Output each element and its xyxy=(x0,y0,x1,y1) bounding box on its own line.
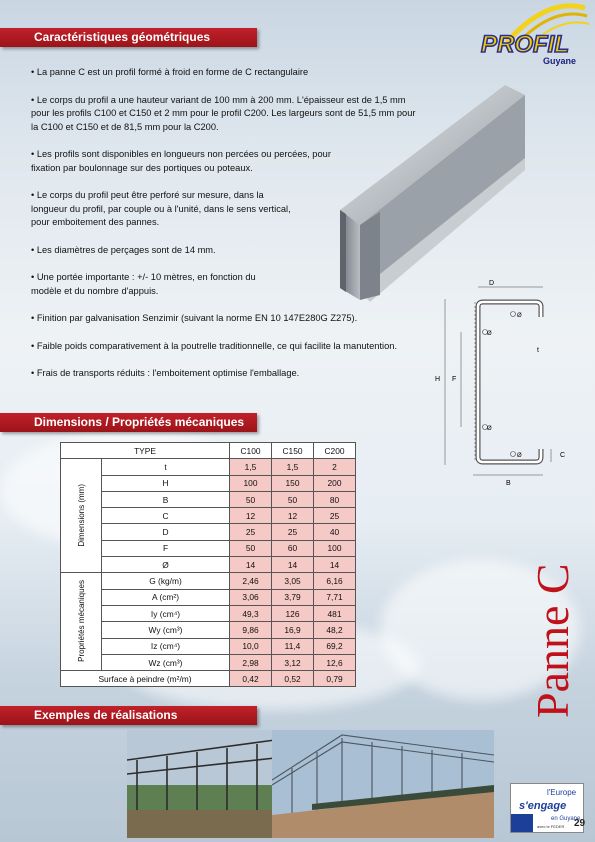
table-row: H 100 150 200 xyxy=(61,475,356,491)
table-row: B 50 50 80 xyxy=(61,491,356,507)
svg-text:B: B xyxy=(506,480,511,487)
svg-text:PROFIL: PROFIL xyxy=(481,31,569,58)
side-title xyxy=(522,540,582,720)
europe-feder-badge xyxy=(510,783,584,833)
profil-logo xyxy=(467,2,592,70)
group-dimensions: Dimensions (mm) xyxy=(61,459,102,573)
svg-text:H: H xyxy=(435,376,441,383)
page-number: 29 xyxy=(574,818,586,829)
svg-text:C: C xyxy=(560,452,566,459)
table-row: A (cm²) 3,06 3,79 7,71 xyxy=(61,589,356,605)
column-header: C100 xyxy=(230,443,272,459)
svg-text:F: F xyxy=(452,376,457,383)
svg-text:avec le FEDER: avec le FEDER xyxy=(537,824,565,829)
type-label: TYPE xyxy=(61,443,230,459)
table-row: Iz (cm⁴) 10,0 11,4 69,2 xyxy=(61,638,356,654)
svg-text:t: t xyxy=(537,347,539,354)
bullet-item: • Faible poids comparativement à la poutrelle traditionnelle, ce qui facilite la manutention. xyxy=(31,340,398,351)
table-row: Wy (cm³) 9,86 16,9 48,2 xyxy=(61,622,356,638)
table-row: Iy (cm⁴) 49,3 126 481 xyxy=(61,605,356,621)
table-row: Propriétés mécaniques G (kg/m) 2,46 3,05 6,16 xyxy=(61,573,356,589)
svg-text:Ø: Ø xyxy=(487,331,492,337)
table-header-row xyxy=(61,443,356,459)
column-header: C150 xyxy=(272,443,314,459)
bullet-item: • Les profils sont disponibles en longueurs non percées ou percées, pour fixation par boulonnage sur des portiques ou poteaux. xyxy=(31,149,331,173)
profil-logo-icon xyxy=(467,2,592,70)
table-row: C 12 12 25 xyxy=(61,508,356,524)
svg-text:Ø: Ø xyxy=(517,313,522,319)
section-examples-title: Exemples de réalisations xyxy=(0,706,257,725)
section-geometry-title: Caractéristiques géométriques xyxy=(0,28,257,47)
example-photo-left xyxy=(127,730,275,838)
table-row: Wz (cm³) 2,98 3,12 12,6 xyxy=(61,654,356,670)
svg-text:Guyane: Guyane xyxy=(543,56,577,66)
svg-text:en Guyane: en Guyane xyxy=(551,816,581,822)
bullet-item: • Une portée importante : +/- 10 mètres, en fonction du modèle et du nombre d'appuis. xyxy=(31,272,256,296)
bullet-item: • Frais de transports réduits : l'emboitement optimise l'emballage. xyxy=(31,368,300,378)
section-dimensions-title: Dimensions / Propriétés mécaniques xyxy=(0,413,257,432)
svg-text:s'engage: s'engage xyxy=(519,800,567,812)
svg-text:l'Europe: l'Europe xyxy=(547,788,577,797)
svg-text:Panne C: Panne C xyxy=(527,563,578,718)
bullet-item: • Le corps du profil peut être perforé sur mesure, dans la longueur du profil, par couple ou à l'unité, dans le sens vertical, pour emboitement des pannes. xyxy=(31,190,291,227)
example-photo-right xyxy=(272,730,494,838)
bullet-item: • La panne C est un profil formé à froid en forme de C rectangulaire xyxy=(31,67,309,77)
table-row: F 50 60 100 xyxy=(61,540,356,556)
c-profile-illustration xyxy=(330,80,530,310)
table-row: Surface à peindre (m²/m) 0,42 0,52 0,79 xyxy=(61,671,356,687)
group-properties: Propriétés mécaniques xyxy=(61,573,102,671)
column-header: C200 xyxy=(314,443,356,459)
dimensions-table xyxy=(60,442,356,687)
europe-flag-icon xyxy=(511,784,586,832)
svg-text:D: D xyxy=(489,280,495,287)
bullet-item: • Finition par galvanisation Senzimir (suivant la norme EN 10 147E280G Z275). xyxy=(31,313,358,323)
table-row: D 25 25 40 xyxy=(61,524,356,540)
table-row: Ø 14 14 14 xyxy=(61,557,356,573)
table-row: Dimensions (mm) t 1,5 1,5 2 xyxy=(61,459,356,475)
svg-text:Ø: Ø xyxy=(517,453,522,459)
svg-text:Ø: Ø xyxy=(487,426,492,432)
cross-section-diagram xyxy=(433,277,583,487)
bullet-item: • Le corps du profil a une hauteur variant de 100 mm à 200 mm. L'épaisseur est de 1,5 mm pour les profils C100 et C150 et 2 mm pour le profil C200. Les largeurs sont de 51,5 mm pour la C100 et C150 et de 81,5 mm pour la C200. xyxy=(31,94,416,132)
bullet-item: • Les diamètres de perçages sont de 14 mm. xyxy=(31,244,216,255)
